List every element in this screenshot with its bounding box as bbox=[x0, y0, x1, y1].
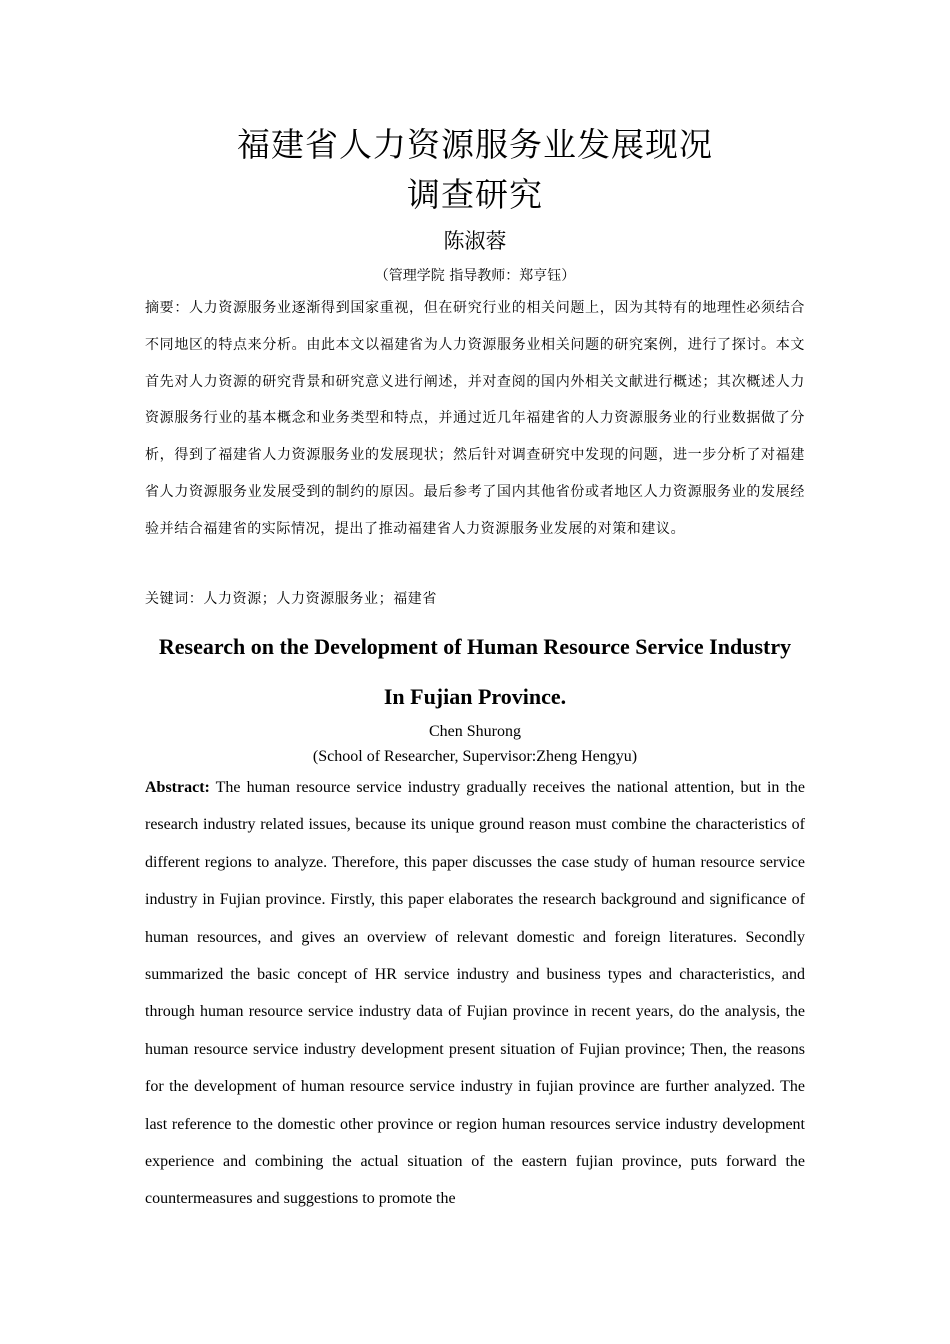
chinese-keywords bbox=[145, 586, 805, 612]
chinese-author: 陈淑蓉 bbox=[443, 229, 507, 253]
chinese-abstract-text: 人力资源服务业逐渐得到国家重视，但在研究行业的相关问题上，因为其特有的地理性必须结合不同地区的特点来分析。由此本文以福建省为人力资源服务业相关问题的研究案例，进行了探讨。本文首先对人力资源的研究背景和研究意义进行阐述，并对查阅的国内外相关文献进行概述；其次概述人力资源服务行业的基本概念和业务类型和特点，并通过近几年福建省的人力资源服务业的行业数据做了分析，得到了福建省人力资源服务业的发展现状；然后针对调查研究中发现的问题，进一步分析了对福建省人力资源服务业发展受到的制约的原因。最后参考了国内其他省份或者地区人力资源服务业的发展经验并结合福建省的实际情况，提出了推动福建省人力资源服务业发展的对策和建议。 bbox=[145, 300, 805, 537]
english-author: Chen Shurong bbox=[429, 723, 521, 740]
chinese-abstract bbox=[145, 290, 805, 548]
english-title-line-2: In Fujian Province. bbox=[383, 684, 567, 709]
chinese-title bbox=[0, 120, 950, 220]
english-title bbox=[140, 622, 810, 722]
english-affiliation: (School of Researcher, Supervisor:Zheng Hengyu) bbox=[312, 748, 638, 765]
chinese-affiliation: （管理学院 指导教师：郑亨钰） bbox=[374, 268, 576, 284]
english-abstract-text: The human resource service industry gradually receives the national attention, but in the research industry related issues, because its unique ground reason must combine the characteristics of different regions to analyze. Therefore, this paper discusses the case study of human resource service industry in Fujian province. Firstly, this paper elaborates the research background and significance of human resources, and gives an overview of relevant domestic and foreign literatures. Secondly summarized the basic concept of HR service industry and business types and characteristics, and through human resource service industry data of Fujian province in recent years, do the analysis, the human resource service industry development present situation of Fujian province; Then, the reasons for the development of human resource service industry in fujian province are further analyzed. The last reference to the domestic other province or region human resources service industry development experience and combining the actual situation of the eastern fujian province, puts forward the countermeasures and suggestions to promote the bbox=[145, 779, 805, 1208]
chinese-title-line-1: 福建省人力资源服务业发展现况 bbox=[237, 125, 713, 164]
english-title-line-1: Research on the Development of Human Resource Service Industry bbox=[158, 634, 792, 659]
chinese-keywords-label: 关键词： bbox=[145, 591, 204, 607]
chinese-abstract-label: 摘要： bbox=[145, 300, 190, 316]
english-abstract bbox=[145, 769, 805, 1218]
english-abstract-label: Abstract: bbox=[145, 779, 210, 796]
chinese-keywords-text: 人力资源；人力资源服务业；福建省 bbox=[203, 591, 438, 607]
chinese-title-line-2: 调查研究 bbox=[407, 175, 543, 214]
